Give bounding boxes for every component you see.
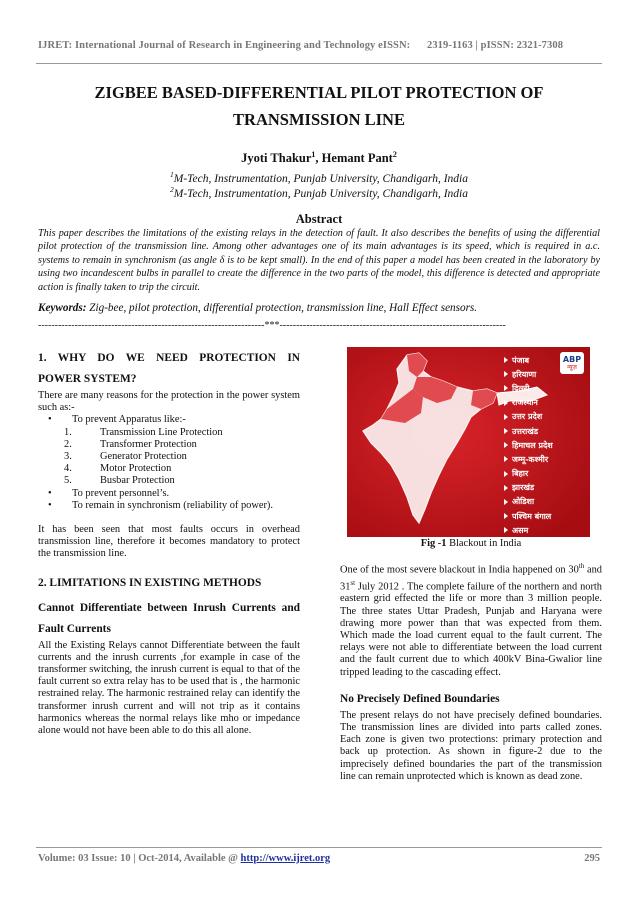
blackout-paragraph	[340, 560, 602, 679]
arrow-icon	[504, 357, 508, 363]
state-item	[504, 424, 553, 438]
affiliation-2-text: M-Tech, Instrumentation, Punjab University, Chandigarh, India	[173, 187, 468, 200]
state-name: हिमाचल प्रदेश	[512, 440, 553, 450]
arrow-icon	[504, 371, 508, 377]
list-text: Motor Protection	[100, 463, 172, 475]
footer-volume	[38, 853, 330, 864]
figure-caption	[340, 538, 602, 549]
page-footer	[38, 853, 600, 864]
author-1-sup: 1	[311, 150, 316, 159]
author-1: Jyoti Thakur	[241, 151, 312, 166]
state-item	[504, 509, 553, 523]
subsection-1-heading-line-1: Cannot Differentiate between Inrush Currents and	[38, 601, 300, 614]
journal-header	[38, 40, 600, 51]
arrow-icon	[504, 442, 508, 448]
list-text: Generator Protection	[100, 451, 187, 463]
right-column	[340, 560, 602, 783]
separator-line: --------------------------------------------------------------------***--------------------------------------------------------------------	[38, 320, 506, 331]
page-number: 295	[584, 853, 600, 864]
state-name: राजस्थान	[512, 398, 538, 408]
list-text: Transformer Protection	[100, 438, 197, 450]
keywords-label: Keywords:	[38, 302, 87, 314]
state-name: पश्चिम बंगाल	[512, 511, 552, 521]
state-item	[504, 452, 553, 466]
list-text: Busbar Protection	[100, 475, 175, 487]
state-name: असम	[512, 525, 529, 535]
subsection-2-paragraph: The present relays do not have precisely defined boundaries. The transmission lines are divided into parts called zones. Each zone is given two protections: primary protection and back up protection. As shown in figure-2 due to the imprecisely defined boundaries the part of the transmission line can remain unprotected which is known as dead zone.	[340, 709, 602, 782]
state-item	[504, 396, 553, 410]
author-2: Hemant Pant	[321, 151, 393, 166]
affiliation-2	[36, 185, 602, 200]
author-2-sup: 2	[392, 150, 397, 159]
section-1-heading-line-2: POWER SYSTEM?	[38, 373, 137, 385]
state-item	[504, 353, 553, 367]
state-name: हरियाणा	[512, 369, 537, 379]
list-item	[64, 439, 300, 451]
state-name: बिहार	[512, 469, 529, 479]
logo-subtext: न्यूज़	[567, 363, 577, 371]
issn-values: 2319-1163 | pISSN: 2321-7308	[426, 40, 564, 51]
title-line-1: ZIGBEE BASED-DIFFERENTIAL PILOT PROTECTION OF	[94, 83, 544, 102]
section-1-paragraph: It has been seen that most faults occurs in overhead transmission line, therefore it becomes mandatory to protect the transmission line.	[38, 524, 300, 560]
title-line-2: TRANSMISSION LINE	[233, 110, 405, 129]
list-item: • To remain in synchronism (reliability of power).	[46, 500, 300, 512]
list-item: • To prevent personnel’s.	[46, 488, 300, 500]
state-item	[504, 381, 553, 395]
section-1-heading-line-1: 1. WHY DO WE NEED PROTECTION IN	[38, 352, 300, 364]
superscript: th	[578, 562, 585, 570]
state-item	[504, 495, 553, 509]
list-item	[64, 475, 300, 487]
list-item: • To prevent Apparatus like:-	[46, 414, 300, 426]
subsection-1-paragraph: All the Existing Relays cannot Differentiate between the fault currents and the inrush currents ,for example in case of the transformer switching, the inrush current is equal to that of the fault current so extra relay has to be used that is , the harmonic restrained relay. The harmonic restrained relay can identify the transformer inrush current and will not trip as it contains harmonics whereas the normal relays like mho or impedance alone would not have been able to do this all alone.	[38, 639, 300, 737]
state-item	[504, 438, 553, 452]
arrow-icon	[504, 385, 508, 391]
footer-rule	[36, 847, 602, 848]
reasons-list-cont	[46, 488, 300, 512]
blackout-figure	[347, 347, 590, 537]
list-item	[64, 451, 300, 463]
channel-logo	[560, 352, 584, 374]
affiliation-1	[36, 170, 602, 185]
list-number: 4.	[64, 463, 72, 475]
list-number: 2.	[64, 438, 72, 450]
state-item	[504, 367, 553, 381]
list-number: 3.	[64, 451, 72, 463]
state-item	[504, 481, 553, 495]
arrow-icon	[504, 485, 508, 491]
list-item	[64, 427, 300, 439]
keywords-text: Zig-bee, pilot protection, differential protection, transmission line, Hall Effect sensors.	[86, 302, 478, 314]
eissn-label: eISSN:	[378, 40, 411, 51]
state-name: झारखंड	[512, 483, 535, 493]
state-name: ओडिशा	[512, 497, 535, 507]
arrow-icon	[504, 456, 508, 462]
india-map-icon	[347, 347, 590, 537]
subsection-2-heading: No Precisely Defined Boundaries	[340, 692, 500, 705]
arrow-icon	[504, 513, 508, 519]
caption-text: Blackout in India	[446, 538, 522, 549]
state-name: पंजाब	[512, 355, 530, 365]
abstract-text: This paper describes the limitations of the existing relays in the detection of fault. It also describes the benefits of using the differential pilot protection of the transmission line. Among other advantages one of its main advantages is its speed, which is required in a.c. systems to remain in synchronism (as angle δ is to be kept small). In the end of this paper a model has been created in the laboratory by using two incandescent bulbs in parallel to create the difference in the two parts of the model, this difference is detected and appropriate action is finally taken to trip the circuit.	[38, 228, 600, 293]
abstract-heading: Abstract	[295, 212, 343, 226]
text-run: July 2012 . The complete failure of the northern and north eastern grid effected the life or more than 3 million people. The three states Uttar Pradesh, Punjab and Haryana were drawing more power than that was expected from them. Which made the load current equal to the fault current. The relays were not able to differentiate between the load current and the fault current due to which 400kV Bina-Gwalior line tripped leading to the cascading effect.	[340, 581, 602, 678]
state-item	[504, 523, 553, 537]
text-run: One of the most severe blackout in India happened on 30	[340, 564, 579, 576]
reasons-list	[46, 414, 300, 426]
state-name: जम्मू-कश्मीर	[512, 454, 549, 464]
text-run: and 31	[340, 564, 602, 593]
state-item	[504, 467, 553, 481]
author-sep: ,	[315, 151, 322, 166]
keywords	[38, 302, 600, 314]
arrow-icon	[504, 499, 508, 505]
subsection-1-heading-line-2: Fault Currents	[38, 622, 111, 635]
list-number: 5.	[64, 475, 72, 487]
logo-text: ABP	[562, 354, 582, 364]
section-2-heading: 2. LIMITATIONS IN EXISTING METHODS	[38, 576, 262, 589]
left-column	[38, 348, 300, 737]
state-name: उत्तराखंड	[512, 426, 539, 436]
journal-link[interactable]: http://www.ijret.org	[240, 853, 331, 864]
footer-text: Volume: 03 Issue: 10 | Oct-2014, Available @	[38, 853, 241, 864]
section-1-intro: There are many reasons for the protection in the power system such as:-	[38, 390, 300, 414]
arrow-icon	[504, 428, 508, 434]
arrow-icon	[504, 471, 508, 477]
superscript: st	[350, 578, 356, 587]
apparatus-list	[64, 427, 300, 488]
affiliation-2-sup: 2	[170, 185, 174, 194]
affected-states-list	[504, 353, 553, 537]
list-text: Transmission Line Protection	[100, 426, 223, 438]
arrow-icon	[504, 527, 508, 533]
affiliation-1-text: M-Tech, Instrumentation, Punjab University, Chandigarh, India	[173, 172, 468, 185]
arrow-icon	[504, 400, 508, 406]
caption-label: Fig -1	[420, 538, 447, 549]
state-item	[504, 410, 553, 424]
list-item	[64, 463, 300, 475]
list-number: 1.	[64, 426, 72, 438]
arrow-icon	[504, 414, 508, 420]
paper-title	[36, 79, 602, 133]
header-rule	[36, 63, 602, 64]
authors	[36, 150, 602, 166]
journal-name: IJRET: International Journal of Research in Engineering and Technology	[38, 40, 376, 51]
state-name: दिल्ली	[512, 383, 530, 393]
state-name: उत्तर प्रदेश	[512, 412, 543, 422]
affiliation-1-sup: 1	[170, 170, 174, 179]
